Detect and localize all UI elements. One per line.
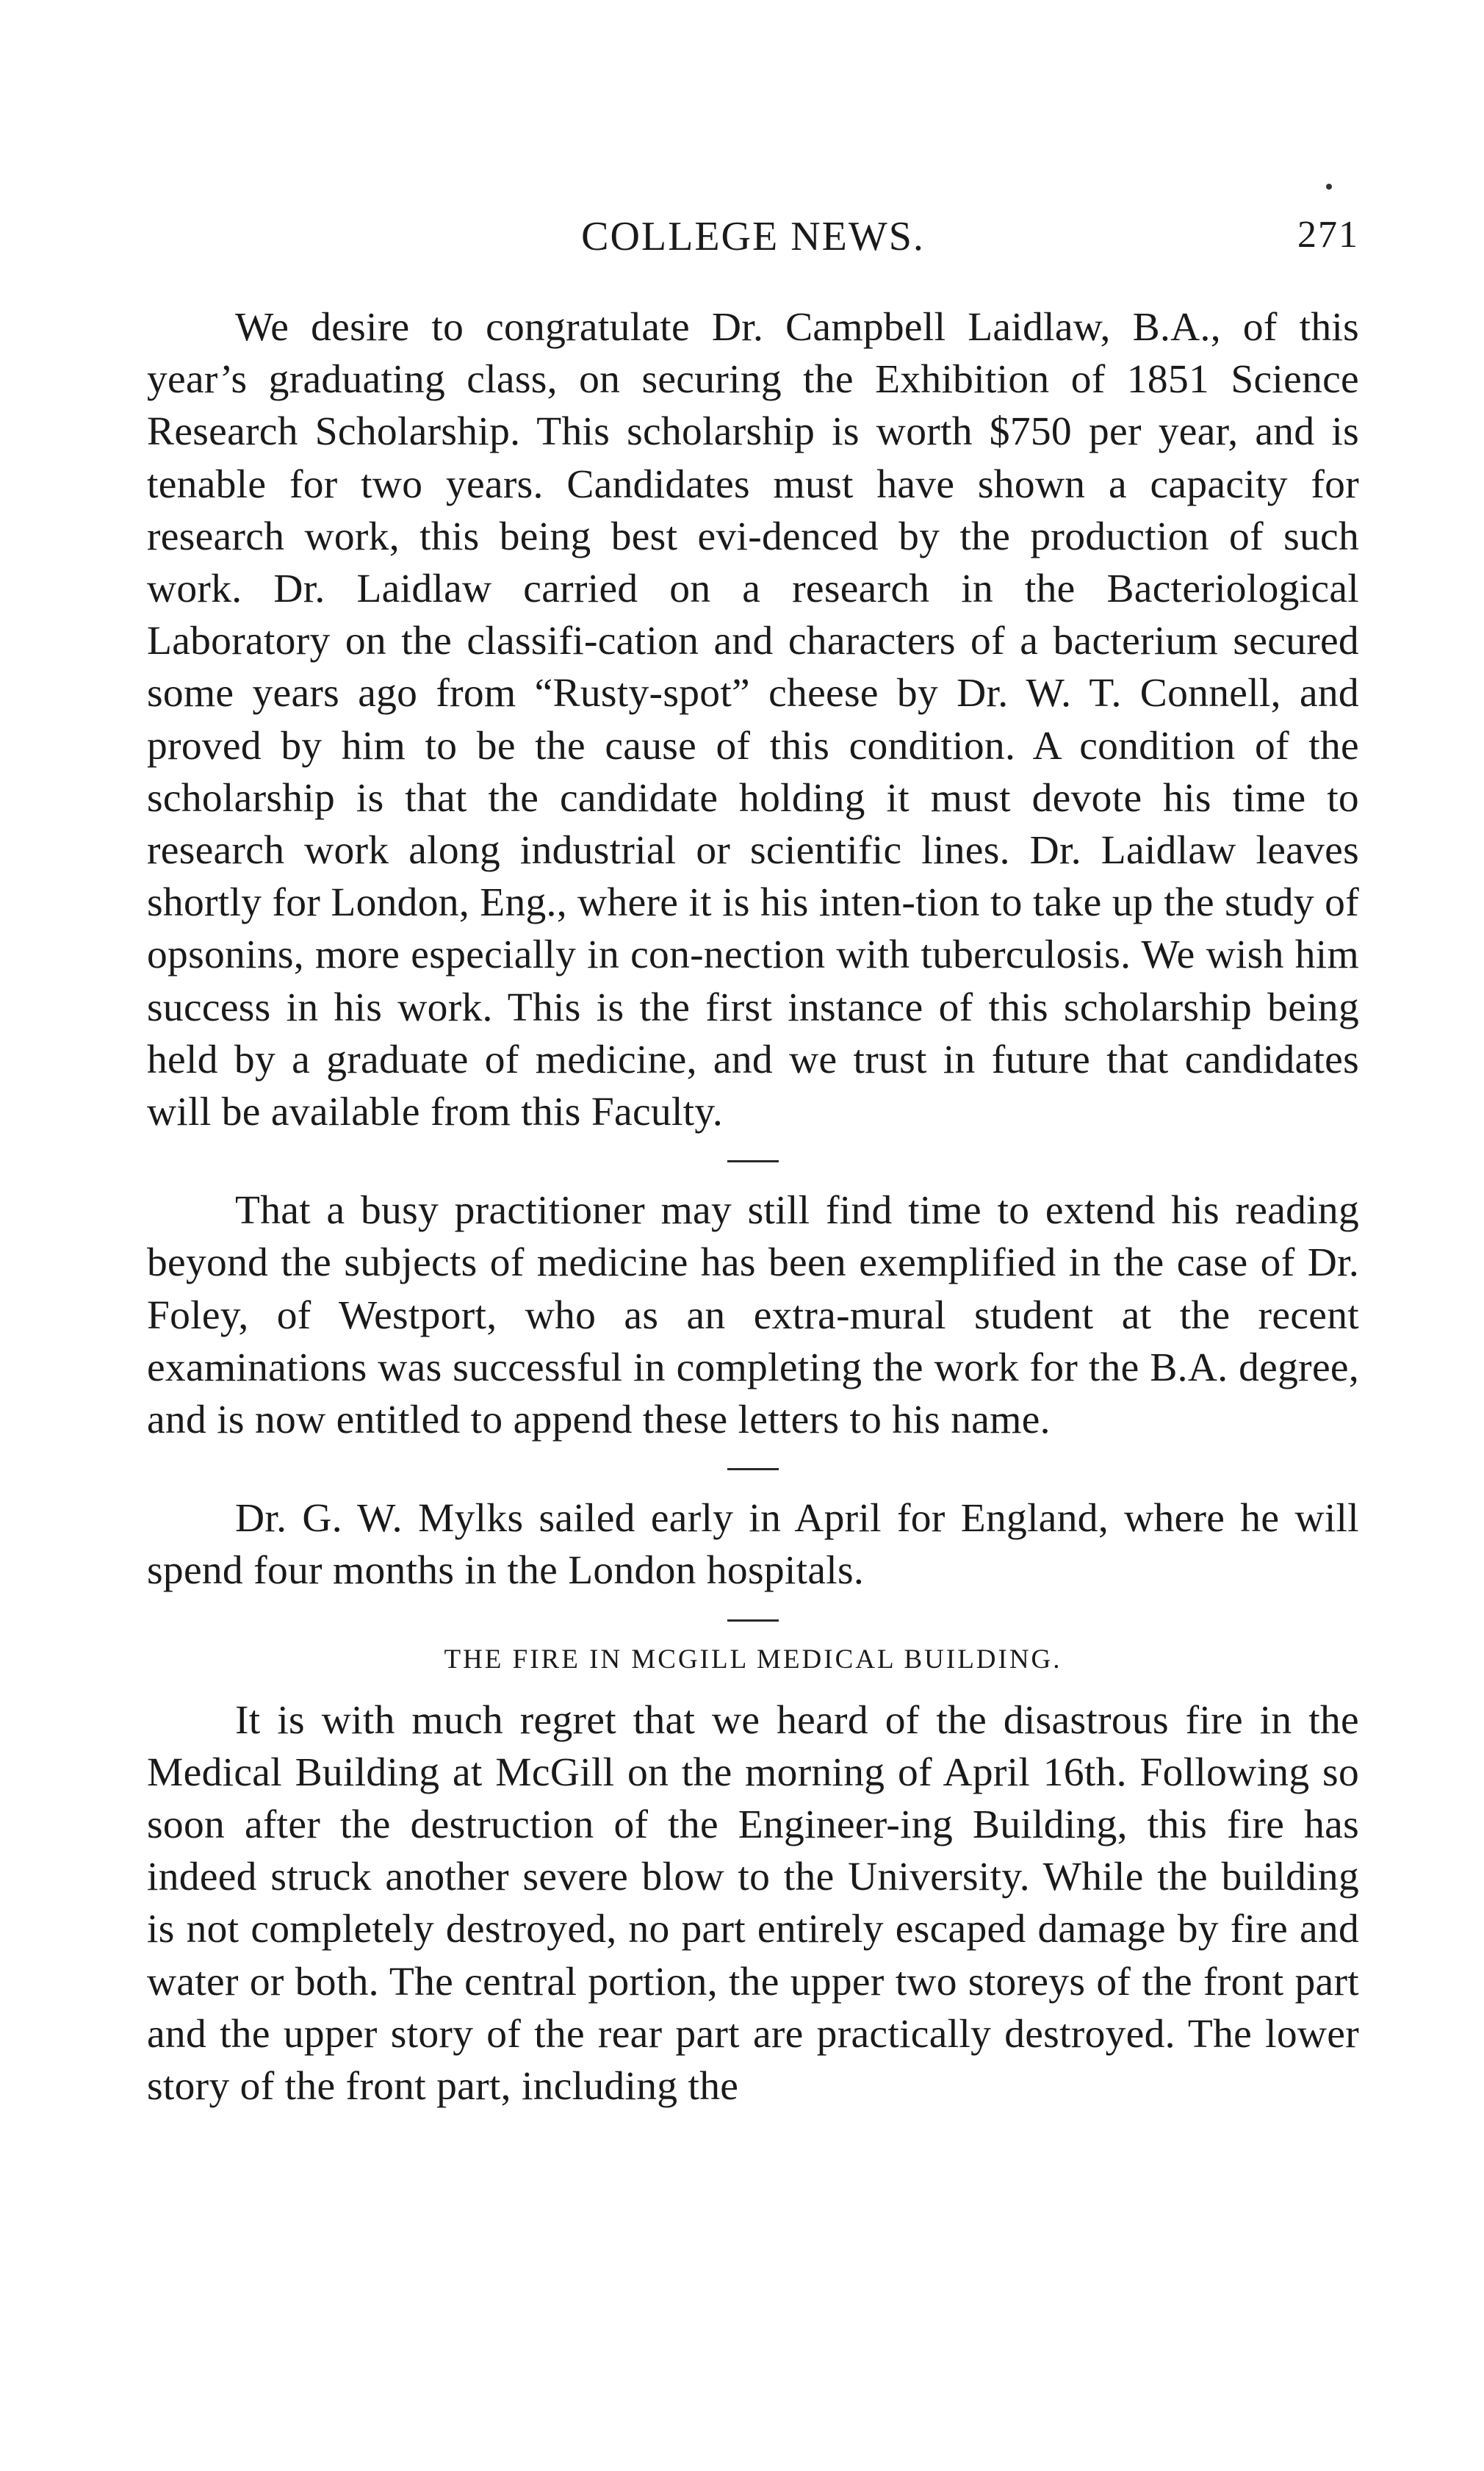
separator-rule — [727, 1619, 779, 1622]
section-heading: THE FIRE IN MCGILL MEDICAL BUILDING. — [444, 1644, 1062, 1675]
paragraph-laidlaw: We desire to congratulate Dr. Campbell Laidlaw, B.A., of this year’s graduating class, on securing the Exhibition of 1851 Science Research Scholarship. This scholarship is worth $750 per year, and is tenable for two years. Candidates must have shown a capacity for research work, this being best evi-denced by the production of such work. Dr. Laidlaw carried on a research in the Bacteriological Laboratory on the classifi-cation and characters of a bacterium secured some years ago from “Rusty-spot” cheese by Dr. W. T. Connell, and proved by him to be the cause of this condition. A condition of the scholarship is that the candidate holding it must devote his time to research work along industrial or scientific lines. Dr. Laidlaw leaves shortly for London, Eng., where it is his inten-tion to take up the study of opsonins, more especially in con-nection with tuberculosis. We wish him success in his work. This is the first instance of this scholarship being held by a graduate of medicine, and we trust in future that candidates will be available from this Faculty. — [147, 305, 1359, 1135]
separator-rule — [727, 1468, 779, 1470]
print-speck — [1326, 184, 1332, 190]
page — [147, 213, 1359, 2112]
paragraph-foley: That a busy practitioner may still find time to extend his reading beyond the subjects of medicine has been exemplified in the case of Dr. Foley, of Westport, who as an extra-mural student at the recent examinations was successful in completing the work for the B.A. degree, and is now entitled to append these letters to his name. — [147, 1188, 1359, 1443]
paragraph-mcgill-fire: It is with much regret that we heard of the disastrous fire in the Medical Building at McGill on the morning of April 16th. Following so soon after the destruction of the Engineer-ing Building, this fire has indeed struck another severe blow to the University. While the building is not completely destroyed, no part entirely escaped damage by fire and water or both. The central portion, the upper two storeys of the front part and the upper story of the rear part are practically destroyed. The lower story of the front part, including the — [147, 1697, 1359, 2109]
running-title: COLLEGE NEWS. — [581, 214, 925, 259]
paragraph-mylks: Dr. G. W. Mylks sailed early in April for England, where he will spend four months in the London hospitals. — [147, 1496, 1359, 1594]
page-number: 271 — [1297, 214, 1359, 256]
running-head — [147, 213, 1359, 272]
separator-rule — [727, 1160, 779, 1162]
